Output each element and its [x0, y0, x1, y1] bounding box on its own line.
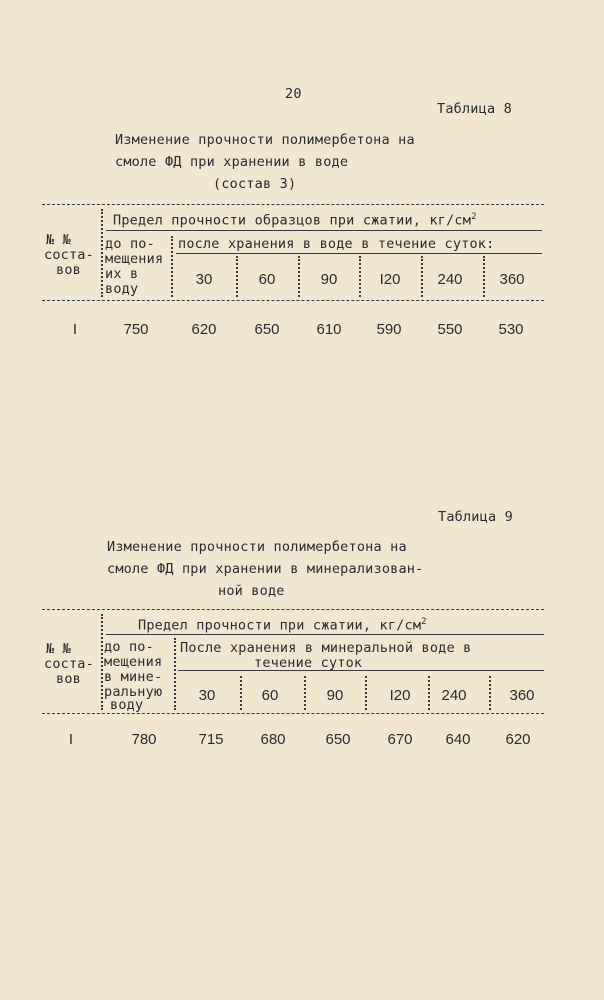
table8-col-composition-1: № № — [46, 232, 71, 248]
table9-strength-header: Предел прочности при сжатии, $кг/см^2$ — [138, 617, 427, 634]
table8-day-divider-5 — [483, 256, 485, 297]
table9-row-value-120: 670 — [387, 731, 413, 748]
table9-title-line-2: смоле ФД при хранении в минерализован- — [107, 561, 424, 577]
page-number: 20 — [285, 86, 302, 102]
table9-day-240: 240 — [441, 687, 467, 704]
table9-col-before-4: ральную — [104, 684, 163, 700]
table9-header-rule — [106, 634, 544, 635]
table9-day-90: 90 — [326, 687, 344, 704]
table9-day-divider-4 — [428, 676, 430, 710]
table9-top-rule — [42, 609, 544, 610]
table9-row-value-360: 620 — [505, 731, 531, 748]
table8-row-value-30: 620 — [191, 321, 217, 338]
table9-day-360: 360 — [509, 687, 535, 704]
table9-after-rule — [178, 670, 544, 671]
table9-col-before-2: мещения — [104, 654, 163, 670]
table8-top-rule — [42, 204, 544, 205]
table9-after-header-line-2: течение суток — [254, 655, 363, 671]
table9-title-line-3: ной воде — [218, 583, 285, 599]
table8-strength-header: Предел прочности образцов при сжатии, $кг/см^2$ — [113, 212, 477, 229]
table8-day-divider-4 — [421, 256, 423, 297]
table8-col-before-1: до по- — [105, 236, 155, 252]
table9-row-composition: I — [68, 731, 74, 748]
table9-col-divider-2 — [174, 638, 176, 710]
table9-col-divider-1 — [101, 614, 103, 710]
table8-day-30: 30 — [195, 271, 213, 288]
table9-row-before: 780 — [131, 731, 157, 748]
table8-day-240: 240 — [437, 271, 463, 288]
table8-label: Таблица 8 — [437, 101, 512, 117]
table9-day-120: I20 — [389, 687, 411, 704]
table8-row-composition: I — [72, 321, 78, 338]
table8-day-divider-1 — [236, 256, 238, 297]
table9-col-composition-3: вов — [56, 671, 81, 687]
table8-col-composition-2: соста- — [44, 247, 94, 263]
table8-col-divider-2 — [171, 236, 173, 297]
table8-row-value-90: 610 — [316, 321, 342, 338]
table8-col-before-2: мещения — [105, 251, 164, 267]
table9-row-value-60: 680 — [260, 731, 286, 748]
table8-day-90: 90 — [320, 271, 338, 288]
table9-col-composition-1: № № — [46, 641, 71, 657]
table8-row-value-240: 550 — [437, 321, 463, 338]
table9-label: Таблица 9 — [438, 509, 513, 525]
table9-bottom-rule — [42, 713, 544, 714]
table9-row-value-240: 640 — [445, 731, 471, 748]
table8-after-header: после хранения в воде в течение суток: — [178, 236, 495, 252]
table8-after-rule — [176, 253, 542, 254]
table8-col-before-4: воду — [105, 281, 139, 297]
table8-col-composition-3: вов — [56, 262, 81, 278]
table9-col-before-5: воду — [110, 697, 144, 713]
table8-title-line-2: смоле ФД при хранении в воде — [115, 154, 349, 170]
table9-col-before-1: до по- — [104, 639, 154, 655]
table8-day-60: 60 — [258, 271, 276, 288]
table8-col-divider-1 — [101, 209, 103, 297]
table8-header-rule — [106, 230, 542, 231]
table9-row-value-90: 650 — [325, 731, 351, 748]
table9-day-30: 30 — [198, 687, 216, 704]
table9-title-line-1: Изменение прочности полимербетона на — [107, 539, 407, 555]
table9-after-header-line-1: После хранения в минеральной воде в — [180, 640, 472, 656]
table8-title-line-3: (состав 3) — [213, 176, 297, 192]
table9-day-divider-1 — [240, 676, 242, 710]
table9-day-60: 60 — [261, 687, 279, 704]
table8-col-before-3: их в — [105, 266, 139, 282]
table8-row-value-360: 530 — [498, 321, 524, 338]
table8-day-divider-3 — [359, 256, 361, 297]
table8-day-360: 360 — [499, 271, 525, 288]
table8-day-120: I20 — [379, 271, 401, 288]
table8-row-before: 750 — [123, 321, 149, 338]
table9-row-value-30: 715 — [198, 731, 224, 748]
table9-col-before-3: в мине- — [104, 669, 163, 685]
table8-row-value-120: 590 — [376, 321, 402, 338]
table8-bottom-rule — [42, 300, 544, 301]
table8-row-value-60: 650 — [254, 321, 280, 338]
table8-day-divider-2 — [298, 256, 300, 297]
table9-day-divider-5 — [489, 676, 491, 710]
table9-day-divider-2 — [304, 676, 306, 710]
table9-col-composition-2: соста- — [44, 656, 94, 672]
table8-title-line-1: Изменение прочности полимербетона на — [115, 132, 415, 148]
table9-day-divider-3 — [365, 676, 367, 710]
